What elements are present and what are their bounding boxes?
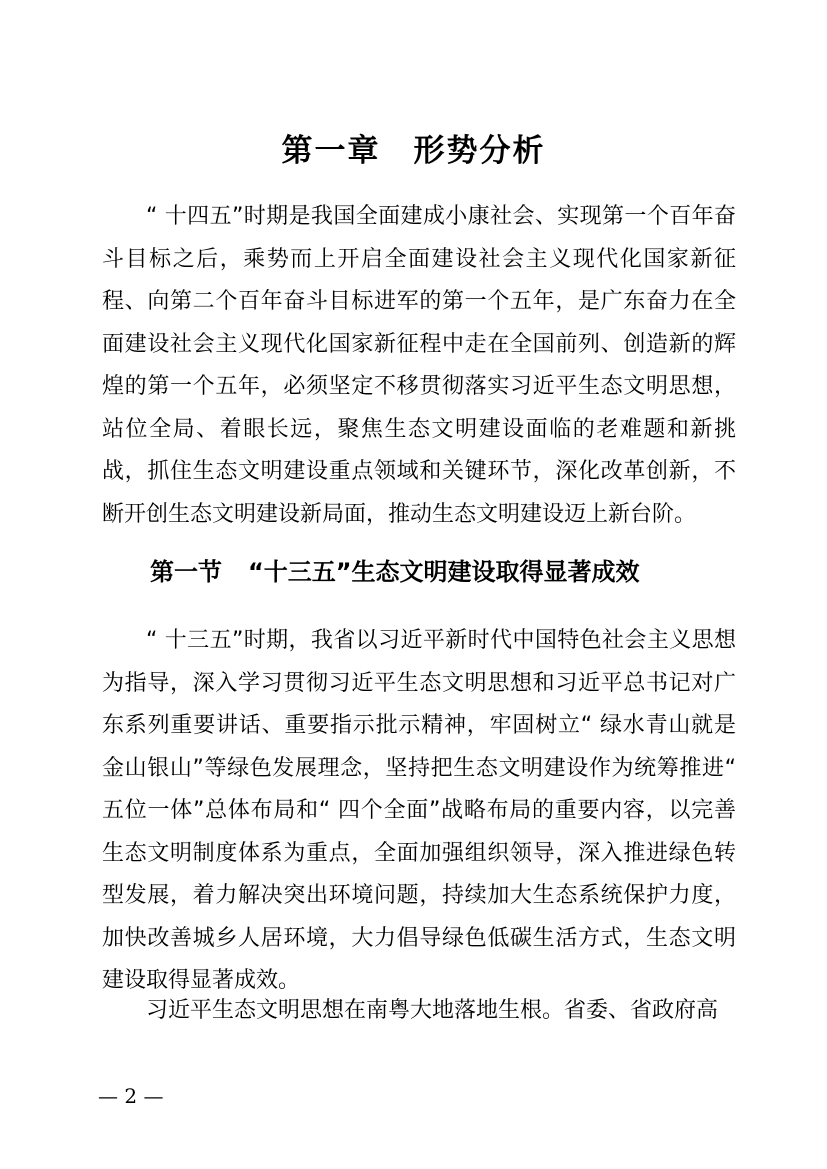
section-number: 第一节 xyxy=(150,558,222,586)
rooted-paragraph-serif-text: 习近平生态文明思想在南粤大地落地生根。 xyxy=(146,998,565,1023)
intro-paragraph: “ 十四五”时期是我国全面建成小康社会、实现第一个百年奋斗目标之后，乘势而上开启全面建设社会主义现代化国家新征程、向第二个百年奋斗目标进军的第一个五年，是广东奋力在全面建设社会主义现代化国家新征程中走在全国前列、创造新的辉煌的第一个五年，必须坚定不移贯彻落实习近平生态文明思想，站位全局、着眼长远，聚焦生态文明建设面临的老难题和新挑战，抓住生态文明建设重点领域和关键环节，深化改革创新，不断开创生态文明建设新局面，推动生态文明建设迈上新台阶。 xyxy=(102,204,736,527)
rooted-paragraph-rest-text: 省委、省政府高 xyxy=(564,998,719,1023)
chapter-title: 第一章 形势分析 xyxy=(281,133,546,169)
section-title-text: “十三五”生态文明建设取得显著成效 xyxy=(248,558,640,586)
page-number: — 2 — xyxy=(98,1084,164,1108)
rooted-paragraph xyxy=(102,990,742,1032)
achievements-paragraph: “ 十三五”时期，我省以习近平新时代中国特色社会主义思想为指导，深入学习贯彻习近平生态文明思想和习近平总书记对广东系列重要讲话、重要指示批示精神，牢固树立“ 绿水青山就是金山银山”等绿色发展理念，坚持把生态文明建设作为统筹推进“ 五位一体”总体布局和“ 四个全面”战略布局的重要内容，以完善生态文明制度体系为重点，全面加强组织领导，深入推进绿色转型发展，着力解决突出环境问题，持续加大生态系统保护力度，加快改善城乡人居环境，大力倡导绿色低碳生活方式，生态文明建设取得显著成效。 xyxy=(102,628,736,993)
section-heading xyxy=(150,550,640,594)
